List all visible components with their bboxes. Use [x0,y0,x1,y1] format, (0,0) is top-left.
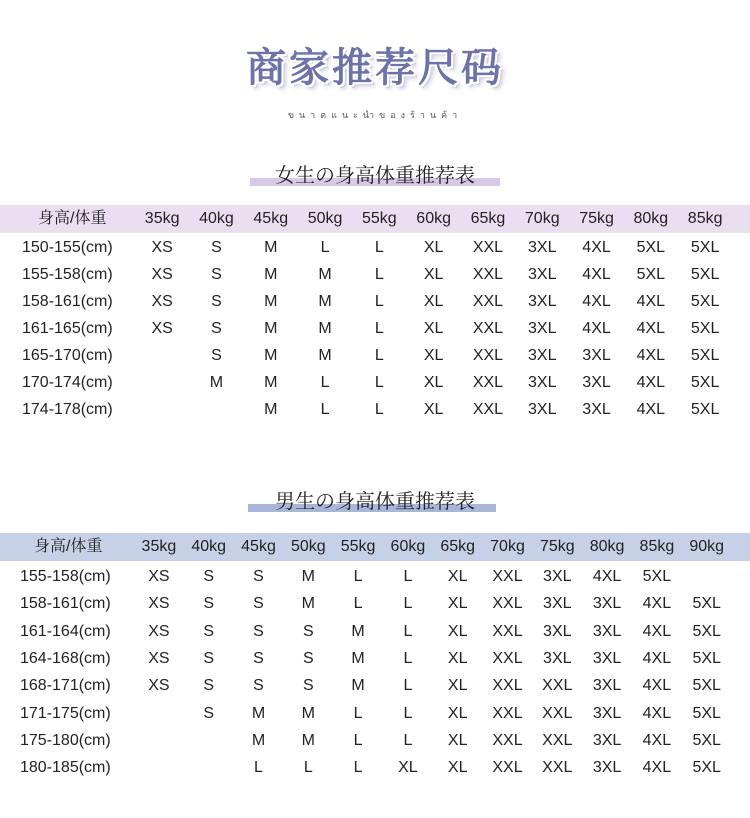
female-height-label: 161-165(cm) [22,320,113,337]
male-height-label: 161-164(cm) [20,622,111,640]
female-size-cell: XL [423,401,444,418]
female-size-cell: M [318,347,332,364]
female-size-cell: XS [151,320,173,337]
male-size-cell: L [403,731,413,749]
male-size-cell: XS [148,677,170,695]
male-size-cell: L [303,759,313,777]
female-size-cell: S [211,239,222,256]
female-size-cell: M [264,374,278,391]
female-size-cell: 3XL [582,347,611,364]
female-size-cell: 3XL [528,239,557,256]
male-size-cell [134,754,184,781]
male-size-cell: 5XL [692,677,721,695]
male-size-cell: XS [148,568,170,585]
male-size-cell: XXL [542,759,573,777]
male-size-cell: 4XL [642,704,672,722]
female-table-row [0,288,750,315]
female-header-label: 身高/体重 [38,210,107,227]
female-size-cell: 4XL [636,374,666,391]
male-size-cell: 4XL [592,568,622,585]
male-size-cell: S [203,704,215,722]
female-size-cell: 5XL [690,347,720,364]
female-size-cell: 3XL [528,293,557,310]
female-size-cell: 4XL [582,239,611,256]
male-size-cell: 3XL [592,622,622,640]
male-size-cell: 4XL [642,731,672,749]
female-size-cell [189,396,243,423]
female-table-header [0,205,750,233]
male-weight-header: 65kg [440,538,476,555]
male-table-row [0,563,750,590]
male-size-cell: XL [447,731,468,749]
female-weight-header: 70kg [524,210,560,227]
female-size-cell: XXL [472,374,504,391]
male-weight-header: 45kg [241,538,276,555]
female-height-label: 158-161(cm) [22,293,113,310]
female-size-cell: 5XL [690,374,720,391]
female-size-cell: XL [423,347,444,364]
male-weight-header: 75kg [539,538,575,555]
female-weight-header: 55kg [361,210,397,227]
male-height-label: 168-171(cm) [20,677,111,695]
male-size-cell: 3XL [592,731,622,749]
female-size-cell: M [264,401,278,418]
female-size-cell: M [264,293,278,310]
male-size-cell: M [351,677,365,695]
male-size-cell: XL [447,622,468,640]
female-size-cell: XXL [472,266,504,283]
female-size-cell: 4XL [582,320,611,337]
male-size-cell: 4XL [642,677,672,695]
female-table-row [0,261,750,288]
male-size-cell: XXL [542,704,573,722]
female-size-cell: L [374,320,384,337]
female-weight-header: 50kg [307,210,343,227]
male-size-cell: XL [447,595,468,613]
male-size-cell: 4XL [642,622,672,640]
male-weight-header: 80kg [589,538,625,555]
male-size-cell: 5XL [642,568,672,585]
female-size-cell: XS [151,266,173,283]
female-weight-header: 35kg [144,210,180,227]
male-size-cell: S [203,622,215,640]
male-size-cell: 4XL [642,595,672,613]
male-size-cell: L [403,595,413,613]
female-size-cell: 3XL [528,320,557,337]
male-size-cell: S [302,649,314,667]
male-size-cell: M [251,731,266,749]
male-size-cell: M [301,568,315,585]
female-size-cell: XL [423,266,444,283]
male-size-cell: S [253,649,264,667]
female-size-cell: XXL [472,401,504,418]
male-size-cell: 3XL [592,649,622,667]
female-weight-header: 85kg [687,210,723,227]
male-size-cell: S [253,622,264,640]
female-size-cell: 4XL [636,347,666,364]
male-size-cell: XL [447,759,468,777]
female-size-cell: 4XL [636,320,666,337]
female-weight-header: 45kg [253,210,289,227]
female-size-cell: 5XL [636,266,666,283]
male-size-cell: XL [447,704,468,722]
male-size-cell: L [403,649,413,667]
female-size-cell: XXL [472,347,504,364]
male-size-cell: 3XL [543,568,572,585]
female-size-cell: 4XL [582,293,611,310]
female-size-cell: S [211,347,222,364]
female-size-cell: L [320,239,330,256]
female-size-cell: 3XL [528,347,557,364]
female-size-cell: 3XL [582,401,611,418]
male-size-cell: L [403,622,413,640]
male-size-cell: 3XL [543,595,572,613]
male-size-cell: S [253,568,264,585]
female-size-cell: L [374,266,384,283]
female-size-cell: M [264,347,278,364]
female-size-cell: 3XL [528,266,557,283]
male-size-cell: L [403,677,413,695]
male-size-cell: XXL [492,677,523,695]
male-table-row [0,754,750,781]
female-size-cell: M [264,266,278,283]
female-size-cell [135,369,189,396]
male-table-row [0,590,750,617]
male-size-cell: 5XL [692,704,721,722]
female-size-cell: XS [151,239,173,256]
female-size-cell: XXL [472,239,504,256]
male-size-cell [184,754,234,781]
female-size-cell: XXL [472,293,504,310]
female-weight-header: 65kg [470,210,506,227]
male-size-cell: 3XL [543,649,572,667]
male-weight-header: 40kg [191,538,227,555]
female-size-cell: L [320,374,330,391]
female-height-label: 155-158(cm) [22,266,113,283]
female-size-cell: XS [151,293,173,310]
female-size-cell: 4XL [582,266,611,283]
male-size-cell: 5XL [692,731,721,749]
female-size-cell: 5XL [690,401,720,418]
male-size-cell: L [353,759,363,777]
female-size-cell: 5XL [690,293,720,310]
male-size-cell: XXL [542,731,573,749]
male-size-cell: M [251,704,266,722]
female-size-cell: S [211,320,222,337]
male-table-row [0,700,750,727]
female-table-row [0,369,750,396]
male-table-row [0,645,750,672]
male-size-cell: 4XL [642,649,672,667]
male-size-cell: 3XL [592,759,622,777]
male-size-cell: 5XL [692,595,721,613]
male-size-cell: XS [148,649,170,667]
male-size-cell: 5XL [692,649,721,667]
male-weight-header: 90kg [689,538,725,555]
female-size-cell: 5XL [690,266,720,283]
male-size-cell: S [302,677,314,695]
male-weight-header: 55kg [340,538,376,555]
male-height-label: 155-158(cm) [20,568,111,585]
female-size-cell: L [374,347,384,364]
male-size-cell: XXL [492,704,523,722]
female-size-cell: 5XL [690,239,720,256]
female-size-cell: S [211,293,222,310]
male-height-label: 180-185(cm) [20,759,111,777]
female-size-cell: 4XL [636,293,666,310]
male-weight-header: 60kg [390,538,426,555]
male-size-cell: XXL [492,759,523,777]
male-size-cell [134,700,184,727]
male-size-cell: M [301,704,315,722]
female-weight-header: 75kg [579,210,614,227]
male-height-label: 164-168(cm) [20,649,111,667]
male-size-cell: L [403,704,413,722]
female-size-cell: XL [423,320,444,337]
male-size-cell: S [203,677,215,695]
male-weight-header: 85kg [639,538,675,555]
male-size-cell: 5XL [692,622,721,640]
male-section-title-text: 男生の身高体重推荐表 [275,489,475,513]
female-size-cell: XXL [472,320,504,337]
male-size-cell: M [351,622,365,640]
male-weight-header: 70kg [490,538,525,555]
female-size-cell: 5XL [690,320,720,337]
female-size-cell: L [374,293,384,310]
female-size-cell: 3XL [582,374,611,391]
male-size-cell: S [302,622,314,640]
male-header-label: 身高/体重 [34,538,103,555]
male-size-cell: 3XL [592,677,622,695]
female-section-title-text: 女生の身高体重推荐表 [275,163,475,187]
male-size-cell: XXL [542,677,573,695]
female-size-cell: XL [423,293,444,310]
male-size-cell: 3XL [592,704,622,722]
male-size-cell: 3XL [592,595,622,613]
male-size-cell: XXL [492,622,523,640]
male-size-cell: XS [148,622,170,640]
female-weight-header: 80kg [633,210,669,227]
female-size-cell: M [318,293,332,310]
male-size-cell [134,727,184,754]
male-size-cell: L [353,731,363,749]
female-size-cell: 3XL [528,401,557,418]
male-size-cell: 4XL [642,759,672,777]
female-size-cell: XL [423,374,444,391]
female-size-cell: L [374,401,384,418]
male-size-cell: L [353,704,363,722]
male-size-cell: L [353,595,363,613]
female-table-row [0,315,750,342]
male-size-cell: XL [447,568,468,585]
female-height-label: 170-174(cm) [22,374,113,391]
male-size-cell: M [351,649,365,667]
female-size-cell: XL [423,239,444,256]
female-height-label: 165-170(cm) [22,347,113,364]
female-size-cell: M [264,239,278,256]
female-weight-header: 40kg [199,210,234,227]
male-size-cell: S [253,677,264,695]
female-size-cell: L [374,374,384,391]
male-size-cell: S [253,595,264,613]
male-height-label: 175-180(cm) [20,731,111,749]
female-height-label: 174-178(cm) [22,401,113,418]
female-size-cell: L [320,401,330,418]
female-table-row [0,234,750,261]
male-table-header [0,533,750,561]
male-size-cell [184,727,234,754]
male-weight-header: 35kg [141,538,177,555]
female-size-cell [135,396,189,423]
female-size-cell: 3XL [528,374,557,391]
male-size-cell: XXL [492,649,523,667]
page-subtitle: ขนาดแนะนำของร้านค้า [287,111,463,121]
male-size-cell: L [254,759,263,777]
male-weight-header: 50kg [290,538,326,555]
female-table-row [0,396,750,423]
male-size-cell: S [203,568,215,585]
male-size-cell: XL [398,759,418,777]
female-size-cell: M [264,320,278,337]
male-size-cell: XXL [492,731,523,749]
female-size-cell: 4XL [636,401,666,418]
male-size-cell [682,563,732,590]
female-weight-header: 60kg [416,210,451,227]
male-section-title [0,485,750,514]
male-size-cell: 3XL [543,622,572,640]
male-table-row [0,618,750,645]
female-size-cell: M [209,374,224,391]
male-size-cell: S [203,649,215,667]
male-table-row [0,672,750,699]
male-size-cell: XXL [492,595,523,613]
male-size-cell: XXL [492,568,523,585]
male-size-cell: L [353,568,363,585]
female-size-cell: M [318,266,332,283]
male-size-cell: XS [148,595,170,613]
male-height-label: 158-161(cm) [20,595,111,613]
male-size-cell: M [301,595,315,613]
male-table-row [0,727,750,754]
female-size-cell: L [374,239,384,256]
male-size-cell: S [203,595,215,613]
male-size-cell: XL [447,677,468,695]
male-height-label: 171-175(cm) [20,704,111,722]
female-section-title [0,159,750,188]
page-title: 商家推荐尺码 [246,45,504,91]
male-size-cell: XL [447,649,468,667]
male-size-cell: M [301,731,315,749]
male-size-cell: L [403,568,413,585]
male-size-cell: 5XL [692,759,721,777]
female-size-cell [135,342,189,369]
female-table-row [0,342,750,369]
female-size-cell: 5XL [636,239,666,256]
female-height-label: 150-155(cm) [22,239,113,256]
female-size-cell: M [318,320,332,337]
female-size-cell: S [211,266,222,283]
